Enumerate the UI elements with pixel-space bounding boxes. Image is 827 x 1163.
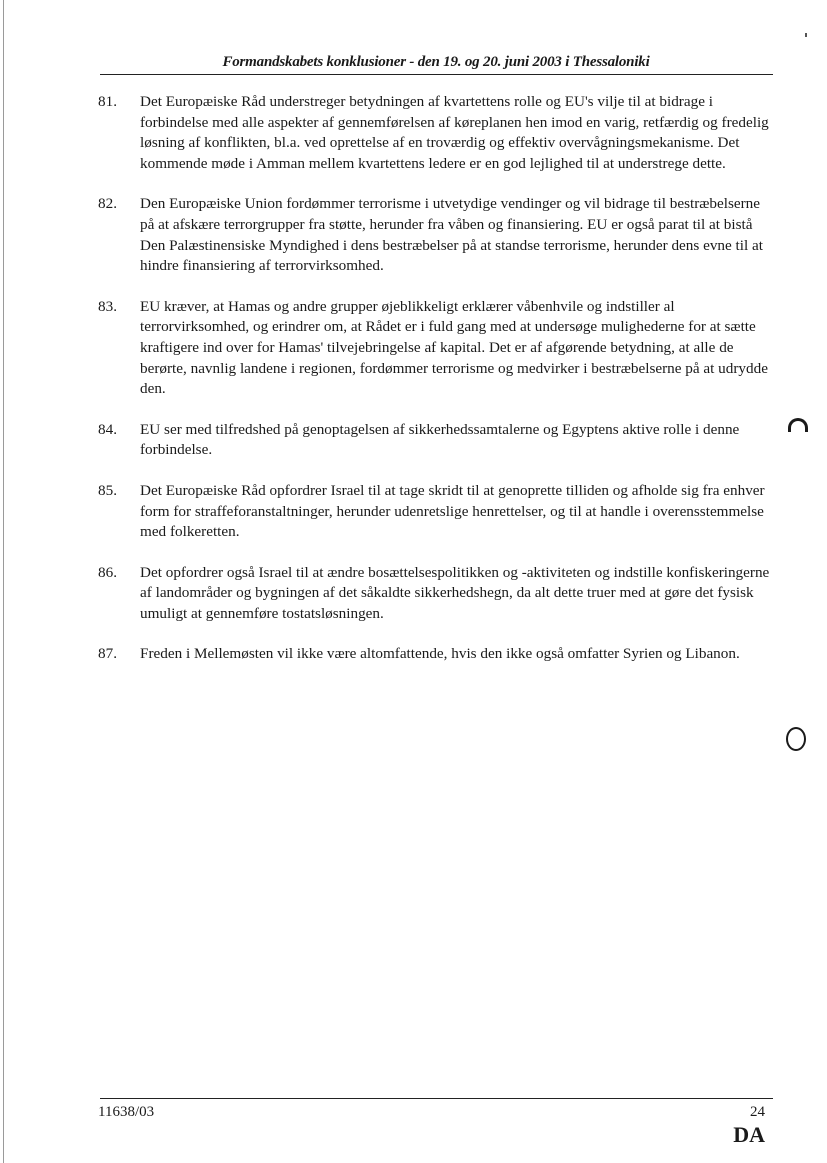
paragraph-81 xyxy=(98,92,778,174)
paragraph-number: 82. xyxy=(98,195,117,213)
paragraph-text: Den Europæiske Union fordømmer terrorisme i utvetydige vendinger og vil bidrage til bestræbelserne på at afskære terrorgrupper fra støtte, herunder fra våben og finansiering. EU er også parat til at bistå Den Palæstinensiske Myndighed i dens bestræbelser på at standse terrorisme, herunder dens evne til at hindre finansiering af terrorvirksomhed. xyxy=(140,195,763,275)
scan-edge-line xyxy=(3,0,4,1163)
paragraph-text: Det Europæiske Råd understreger betydningen af kvartettens rolle og EU's vilje til at bidrage i forbindelse med alle aspekter af gennemførelsen af køreplanen hen imod en varig, retfærdig og fredelig løsning af konflikten, bl.a. ved oprettelse af en troværdig og effektiv overvågningsmekanisme. Det kommende møde i Amman mellem kvartettens ledere er en god lejlighed til at understrege dette. xyxy=(140,93,769,172)
paragraph-84 xyxy=(98,420,778,461)
paragraph-list xyxy=(98,92,778,685)
paragraph-text: EU kræver, at Hamas og andre grupper øjeblikkeligt erklærer våbenhvile og indstiller al terrorvirksomhed, og erindrer om, at Rådet er i fuld gang med at undersøge mulighederne for at sætte kraftigere ind over for Hamas' tilvejebringelse af kapital. Det er af afgørende betydning, at alle de berørte, navnlig landene i regionen, fordømmer terrorisme og medvirker i bestræbelserne på at udrydde den. xyxy=(140,297,768,398)
paragraph-number: 84. xyxy=(98,420,117,438)
paragraph-85 xyxy=(98,481,778,543)
paragraph-text: Det Europæiske Råd opfordrer Israel til at tage skridt til at genoprette tilliden og afholde sig fra enhver form for straffeforanstaltninger, herunder udenretslige henrettelser, og til at handle i overensstemmelse med folkeretten. xyxy=(140,481,765,541)
paragraph-83 xyxy=(98,297,778,400)
document-number: 11638/03 xyxy=(98,1104,155,1120)
page-number: 24 xyxy=(750,1104,765,1120)
page-header-title: Formandskabets konklusioner - den 19. og 20. juni 2003 i Thessaloniki xyxy=(222,54,650,70)
paragraph-number: 85. xyxy=(98,481,117,499)
paragraph-82 xyxy=(98,194,778,276)
paragraph-86 xyxy=(98,563,778,625)
language-code: DA xyxy=(733,1122,765,1147)
header-rule xyxy=(100,74,773,75)
paragraph-number: 83. xyxy=(98,297,117,315)
scan-artifact-dot xyxy=(805,33,807,37)
paragraph-text: Det opfordrer også Israel til at ændre bosættelsespolitikken og -aktiviteten og indstille konfiskeringerne af landområder og bygningen af det såkaldte sikkerhedshegn, da alt dette truer med at gøre det fysisk umuligt at gennemføre tostatsløsningen. xyxy=(140,563,770,622)
punch-hole-mark-top xyxy=(788,418,808,432)
punch-hole-mark-bottom xyxy=(786,727,806,751)
paragraph-text: Freden i Mellemøsten vil ikke være altomfattende, hvis den ikke også omfatter Syrien og Libanon. xyxy=(140,645,740,663)
paragraph-number: 87. xyxy=(98,645,117,663)
paragraph-number: 81. xyxy=(98,93,117,110)
paragraph-87 xyxy=(98,644,778,665)
footer-rule xyxy=(100,1098,773,1099)
paragraph-text: EU ser med tilfredshed på genoptagelsen af sikkerhedssamtalerne og Egyptens aktive rolle i denne forbindelse. xyxy=(140,420,740,459)
paragraph-number: 86. xyxy=(98,563,117,581)
